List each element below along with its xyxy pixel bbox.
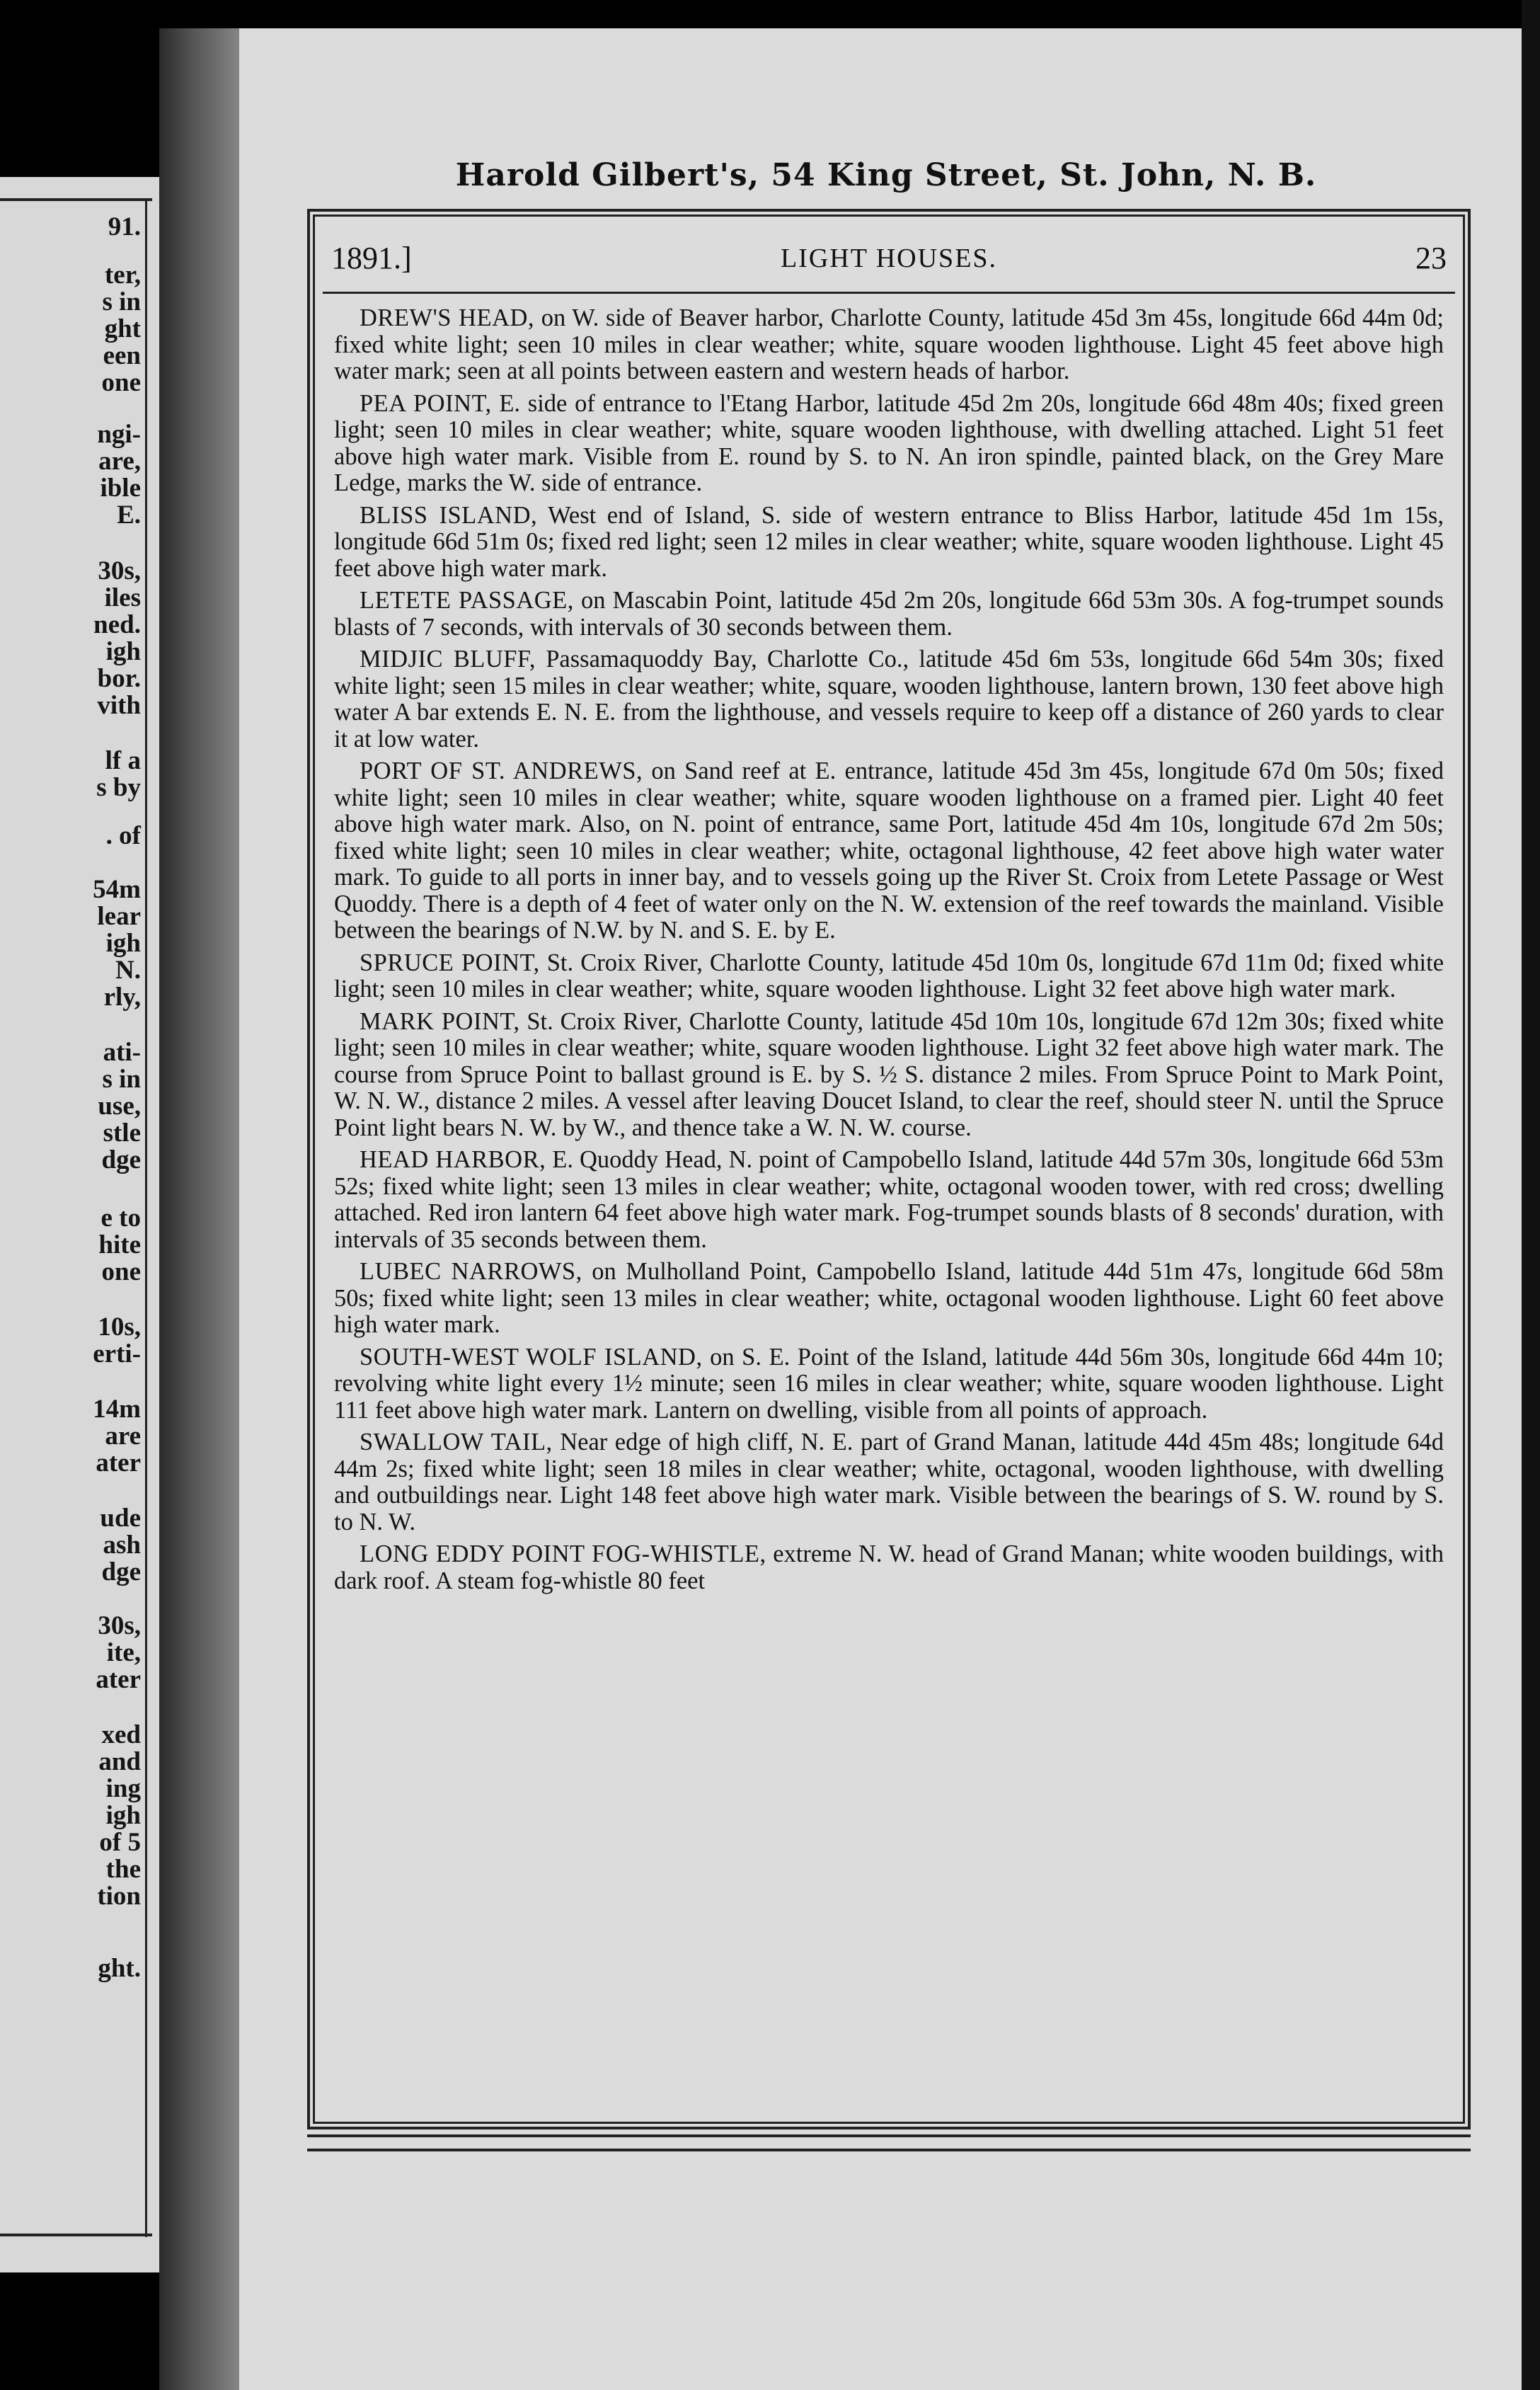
lighthouse-name: MIDJIC BLUFF, [360,646,536,673]
left-page-fragment-text: dge [101,1145,141,1174]
lighthouse-description: Near edge of high cliff, N. E. part of Grand Manan, latitude 44d 45m 48s; longitude 64d 44m 2s; fixed white light; seen 18 miles in clear weather; white, octagonal, wooden lighthouse, with dwelling and outbuildings near. Light 148 feet above high water mark. Visible between the bearings of S. W. round by S. to N. W. [334,1429,1444,1536]
lighthouse-description: extreme N. W. head of Grand Manan; white wooden buildings, with dark roof. A steam fog-whistle 80 feet [334,1540,1444,1594]
left-page-fragment-text: s in [102,1065,141,1094]
left-page-bottom-rule [0,2234,152,2236]
lighthouse-entry [334,1541,1444,1594]
left-page-frame-rule [145,198,147,2237]
left-page-fragment-text: 54m [93,875,141,904]
page-year: 1891.] [331,241,412,275]
left-page-fragment-text: 30s, [98,556,141,585]
lighthouse-entry [334,1344,1444,1424]
left-page-fragment-text: ter, [104,261,141,290]
left-page-fragment-text: . of [105,821,141,850]
left-page-fragment-text: s in [102,287,141,316]
left-page-fragment-text: 14m [93,1395,141,1424]
lighthouse-entry [334,305,1444,385]
left-page-fragment-text: ned. [93,610,141,639]
left-page-top-rule [0,198,152,201]
lighthouse-entry [334,758,1444,944]
lighthouse-description: on S. E. Point of the Island, latitude 44d 56m 30s, longitude 66d 44m 10; revolving white light every 1½ minute; seen 16 miles in clear weather; white, square wooden lighthouse. Light 111 feet above high water mark. Lantern on dwelling, visible from all points of approach. [334,1343,1444,1424]
left-page-fragment-text: vith [97,691,141,720]
lighthouse-description: Passamaquoddy Bay, Charlotte Co., latitude 45d 6m 53s, longitude 66d 54m 30s; fixed white light; seen 15 miles in clear weather; white, square, wooden lighthouse, lantern brown, 130 feet above high water A bar extends E. N. E. from the lighthouse, and vessels require to keep off a distance of 260 yards to clear it at low water. [334,646,1444,753]
lighthouse-entry [334,1009,1444,1142]
left-page-fragment-text: s by [96,773,141,802]
lighthouse-name: SWALLOW TAIL, [360,1429,553,1456]
left-page-fragment-text: ing [105,1774,141,1803]
lighthouse-entry [334,588,1444,641]
left-page-fragment-text: are, [98,447,141,476]
lighthouse-description: on W. side of Beaver harbor, Charlotte County, latitude 45d 3m 45s, longitude 66d 44m 0d; fixed white light; seen 10 miles in clear weather; white, square wooden lighthouse. Light 45 feet above high water mark; seen at all points between eastern and western heads of harbor. [334,304,1444,384]
lighthouse-description: on Mascabin Point, latitude 45d 2m 20s, longitude 66d 53m 30s. A fog-trumpet sounds blasts of 7 seconds, with intervals of 30 seconds between them. [334,587,1444,641]
bottom-double-rule [307,2134,1471,2151]
page-number: 23 [1415,241,1447,275]
left-page-fragment-text: igh [105,637,141,666]
left-page-fragment-text: ati- [103,1038,141,1067]
left-page-fragment-text: ash [103,1531,141,1560]
lighthouse-entry [334,646,1444,753]
left-page-fragment-text: igh [105,929,141,958]
lighthouse-name: DREW'S HEAD, [360,304,535,331]
left-page-fragment [0,177,159,2272]
lighthouse-name: LUBEC NARROWS, [360,1258,582,1285]
lighthouse-entry [334,391,1444,497]
left-page-fragment-text: ght. [98,1954,141,1983]
left-page-fragment-text: igh [105,1801,141,1830]
left-page-fragment-text: 10s, [98,1313,141,1342]
scan-edge [1522,0,1540,2390]
lighthouse-name: LETETE PASSAGE, [360,587,574,614]
left-page-fragment-text: and [98,1747,141,1776]
lighthouse-entry [334,1429,1444,1536]
left-page-fragment-text: bor. [97,664,141,693]
lighthouse-entry [334,950,1444,1003]
left-page-fragment-text: ater [96,1448,141,1477]
left-page-fragment-text: use, [98,1092,141,1121]
left-page-fragment-text: the [105,1855,141,1884]
running-head: Harold Gilbert's, 54 King Street, St. John, N. B. [455,157,1317,193]
left-page-fragment-text: tion [97,1882,141,1911]
lighthouse-name: HEAD HARBOR, [360,1146,546,1173]
lighthouse-entry [334,1147,1444,1253]
left-page-fragment-text: e to [100,1203,141,1233]
left-page-fragment-text: lf a [105,746,141,775]
left-page-fragment-text: one [101,1257,141,1286]
left-page-fragment-text: E. [117,501,141,530]
lighthouse-name: PEA POINT, [360,389,492,417]
left-page-fragment-text: 30s, [98,1611,141,1640]
lighthouse-description: St. Croix River, Charlotte County, latitude 45d 10m 10s, longitude 67d 12m 30s; fixed white light; seen 10 miles in clear weather; white, square wooden lighthouse. Light 32 feet above high water mark. The course from Spruce Point to ballast ground is E. by S. ½ S. distance 2 miles. From Spruce Point to Mark Point, W. N. W., distance 2 miles. A vessel after leaving Doucet Island, to clear the reef, should steer N. until the Spruce Point light bears N. W. by W., and thence take a W. N. W. course. [334,1007,1444,1141]
lighthouse-name: SOUTH-WEST WOLF ISLAND, [360,1343,703,1371]
left-page-fragment-text: 91. [108,212,141,241]
lighthouse-entry [334,1259,1444,1339]
left-page-fragment-text: ible [100,474,141,503]
lighthouse-description: West end of Island, S. side of western entrance to Bliss Harbor, latitude 45d 1m 15s, longitude 66d 51m 0s; fixed red light; seen 12 miles in clear weather; white, square wooden lighthouse. Light 45 feet above high water mark. [334,501,1444,582]
left-page-fragment-text: ght [104,314,141,343]
left-page-fragment-text: N. [115,956,141,985]
left-page-fragment-text: een [103,341,141,370]
lighthouse-name: BLISS ISLAND, [360,501,538,529]
lighthouse-name: SPRUCE POINT, [360,949,540,976]
lighthouse-description: on Mulholland Point, Campobello Island, latitude 44d 51m 47s, longitude 66d 58m 50s; fixed white light; seen 13 miles in clear weather; white, octagonal wooden lighthouse. Light 60 feet above high water mark. [334,1258,1444,1338]
lighthouse-entries [334,305,1444,1600]
left-page-fragment-text: are [105,1422,141,1451]
section-title: LIGHT HOUSES. [780,244,998,273]
left-page-fragment-text: erti- [93,1339,141,1368]
lighthouse-entry [334,503,1444,583]
left-page-fragment-text: rly, [103,983,141,1012]
lighthouse-name: PORT OF ST. ANDREWS, [360,757,643,784]
left-page-fragment-text: lear [97,902,141,931]
binding-gutter [159,28,244,2390]
left-page-fragment-text: ater [96,1665,141,1694]
left-page-fragment-text: of 5 [99,1828,141,1857]
lighthouse-description: E. side of entrance to l'Etang Harbor, latitude 45d 2m 20s, longitude 66d 48m 40s; fixed green light; seen 10 miles in clear weather; white, square wooden lighthouse, with dwelling attached. Light 51 feet above high water mark. Visible from E. round by S. to N. An iron spindle, painted black, on the Grey Mare Ledge, marks the W. side of entrance. [334,389,1444,496]
left-page-fragment-text: dge [101,1557,141,1586]
left-page-fragment-text: ngi- [97,420,141,449]
lighthouse-name: LONG EDDY POINT FOG-WHISTLE, [360,1540,766,1567]
lighthouse-description: St. Croix River, Charlotte County, latitude 45d 10m 0s, longitude 67d 11m 0d; fixed white light; seen 10 miles in clear weather; white, square wooden lighthouse. Light 32 feet above high water mark. [334,949,1444,1002]
left-page-fragment-text: ite, [106,1638,141,1667]
page-header [323,240,1455,282]
page [239,28,1533,2390]
left-page-fragment-text: xed [101,1720,141,1749]
lighthouse-description: on Sand reef at E. entrance, latitude 45d 3m 45s, longitude 67d 0m 50s; fixed white light; seen 10 miles in clear weather; white, square wooden lighthouse on a framed pier. Light 40 feet above high water mark. Also, on N. point of entrance, same Port, latitude 45d 4m 10s, longitude 67d 2m 50s; fixed white light; seen 10 miles in clear weather; white, octagonal lighthouse, 42 feet above high water water mark. To guide to all ports in inner bay, and to vessels going up the River St. Croix from Letete Passage or West Quoddy. There is a depth of 4 feet of water only on the N. W. extension of the reef towards the mainland. Visible between the bearings of N.W. by N. and S. E. by E. [334,757,1444,944]
lighthouse-name: MARK POINT, [360,1007,520,1035]
page-frame [307,209,1471,2129]
left-page-fragment-text: stle [103,1119,141,1148]
header-rule [323,292,1455,294]
lighthouse-description: E. Quoddy Head, N. point of Campobello Island, latitude 44d 57m 30s, longitude 66d 53m 52s; fixed white light; seen 13 miles in clear weather; white, octagonal wooden tower, with red cross; dwelling attached. Red iron lantern 64 feet above high water mark. Fog-trumpet sounds blasts of 8 seconds' duration, with intervals of 35 seconds between them. [334,1146,1444,1253]
left-page-fragment-text: ude [100,1504,141,1533]
left-page-fragment-text: iles [104,583,141,612]
left-page-fragment-text: one [101,368,141,397]
left-page-fragment-text: hite [98,1230,141,1259]
